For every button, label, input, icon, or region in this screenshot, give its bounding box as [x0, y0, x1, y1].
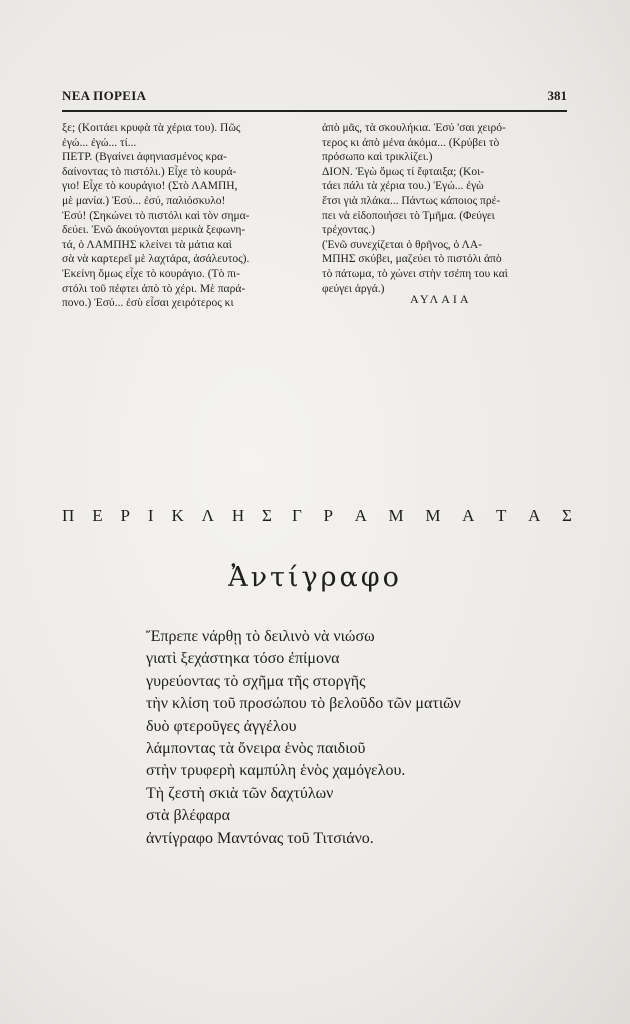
journal-title: ΝΕΑ ΠΟΡΕΙΑ: [62, 88, 147, 103]
author-letter: Τ: [496, 506, 507, 525]
text-line: φεύγει ἀργά.): [322, 282, 385, 295]
text-line: γιο! Εἶχε τὸ κουράγιο! (Στὸ ΛΑΜΠΗ,: [62, 180, 238, 193]
author-letter: Μ: [388, 506, 404, 525]
left-text-column: [62, 121, 306, 311]
text-line: Ἐκείνη ὅμως εἶχε τὸ κουράγιο. (Τὸ πι-: [62, 267, 240, 280]
text-line: ΜΠΗΣ σκύβει, μαζεύει τὸ πιστόλι ἀπὸ: [322, 253, 502, 266]
poem-line: Τὴ ζεστὴ σκιὰ τῶν δαχτύλων: [146, 784, 334, 802]
poem-line: γυρεύοντας τὸ σχῆμα τῆς στοργῆς: [146, 672, 366, 690]
author-letter: Ι: [147, 506, 154, 525]
poem-body: [146, 626, 461, 850]
text-line: τάει πάλι τὰ χέρια του.) Ἐγώ... ἐγὼ: [322, 180, 484, 193]
poem-line: στὴν τρυφερὴ καμπύλη ἑνὸς χαμόγελου.: [146, 762, 406, 780]
poem-line: τὴν κλίση τοῦ προσώπου τὸ βελοῦδο τῶν ματιῶν: [146, 695, 461, 713]
text-line: τά, ὁ ΛΑΜΠΗΣ κλείνει τὰ μάτια καὶ: [62, 238, 232, 251]
poem-line: Ἔπρεπε νάρθῃ τὸ δειλινὸ νὰ νιώσω: [146, 628, 375, 645]
running-header: [62, 88, 567, 112]
poem-line: ἀντίγραφο Μαντόνας τοῦ Τιτσιάνο.: [146, 829, 374, 847]
text-line: τρέχοντας.): [322, 224, 375, 237]
poem-author: [62, 506, 572, 526]
text-line: ξε; (Κοιτάει κρυφὰ τὰ χέρια του). Πῶς: [62, 122, 241, 134]
text-line: στόλι τοῦ πέφτει ἀπὸ τὸ χέρι. Μὲ παρά-: [62, 282, 246, 295]
text-line: ἐγώ... ἐγώ... τί...: [62, 136, 137, 149]
author-letter: Σ: [562, 506, 572, 525]
author-letter: Μ: [425, 506, 441, 525]
text-line: τερος κι ἀπὸ μένα ἀκόμα... (Κρύβει τὸ: [322, 136, 500, 149]
author-letter: Ρ: [323, 506, 333, 525]
author-first-name: [62, 506, 272, 526]
author-letter: Γ: [292, 506, 302, 525]
text-line: (Ἐνῶ συνεχίζεται ὁ θρῆνος, ὁ ΛΑ-: [322, 238, 483, 251]
author-letter: Α: [462, 506, 475, 525]
text-line: δεύει. Ἐνῶ ἀκούγονται μερικὰ ξεφωνη-: [62, 224, 246, 237]
text-line: μὲ μανία.) Ἐσύ... ἐσύ, παλιόσκυλο!: [62, 194, 226, 207]
author-letter: Σ: [262, 506, 272, 525]
right-text-column: [322, 121, 568, 296]
text-line: Ἐσύ! (Σηκώνει τὸ πιστόλι καὶ τὸν σημα-: [62, 209, 250, 222]
poem-line: λάμποντας τὰ ὄνειρα ἑνὸς παιδιοῦ: [146, 740, 366, 758]
poem-line: στὰ βλέφαρα: [146, 807, 231, 825]
author-letter: Κ: [171, 506, 184, 525]
page-number: 381: [547, 88, 567, 103]
author-letter: Ρ: [120, 506, 130, 525]
text-line: ἀπὸ μᾶς, τὰ σκουλήκια. Ἐσύ 'σαι χειρό-: [322, 122, 506, 134]
poem-line: γιατὶ ξεχάστηκα τόσο ἐπίμονα: [146, 650, 340, 668]
text-line: δαίνοντας τὸ πιστόλι.) Εἶχε τὸ κουρά-: [62, 165, 237, 178]
text-line: πει νὰ εἰδοποιήσει τὸ Τμῆμα. (Φεύγει: [322, 209, 495, 222]
text-line: ΔΙΟΝ. Ἐγὼ ὅμως τί ἔφταιξα; (Κοι-: [322, 165, 485, 178]
text-line: πονο.) Ἐσύ... ἐσὺ εἶσαι χειρότερος κι: [62, 297, 234, 310]
text-line: ΠΕΤΡ. (Βγαίνει ἀφηνιασμένος κρα-: [62, 151, 227, 164]
author-letter: Α: [528, 506, 541, 525]
text-line: πρόσωπο καὶ τρικλίζει.): [322, 151, 433, 164]
curtain-signature: ΑΥΛΑΙΑ: [410, 292, 472, 306]
author-letter: Ε: [92, 506, 103, 525]
poem-title: Ἀντίγραφο: [228, 562, 402, 593]
text-line: τὸ πάτωμα, τὸ χώνει στὴν τσέπη του καὶ: [322, 267, 508, 280]
author-letter: Η: [231, 506, 245, 525]
author-letter: Α: [354, 506, 367, 525]
text-line: ἔτσι γιὰ πλάκα... Πάντως κάποιος πρέ-: [322, 194, 501, 207]
author-last-name: [292, 506, 572, 526]
text-line: σὰ νὰ καρτερεῖ μὲ λαχτάρα, ἀσάλευτος).: [62, 253, 250, 266]
poem-line: δυὸ φτεροῦγες ἀγγέλου: [146, 717, 297, 735]
author-letter: Π: [62, 506, 75, 525]
author-letter: Λ: [201, 506, 214, 525]
